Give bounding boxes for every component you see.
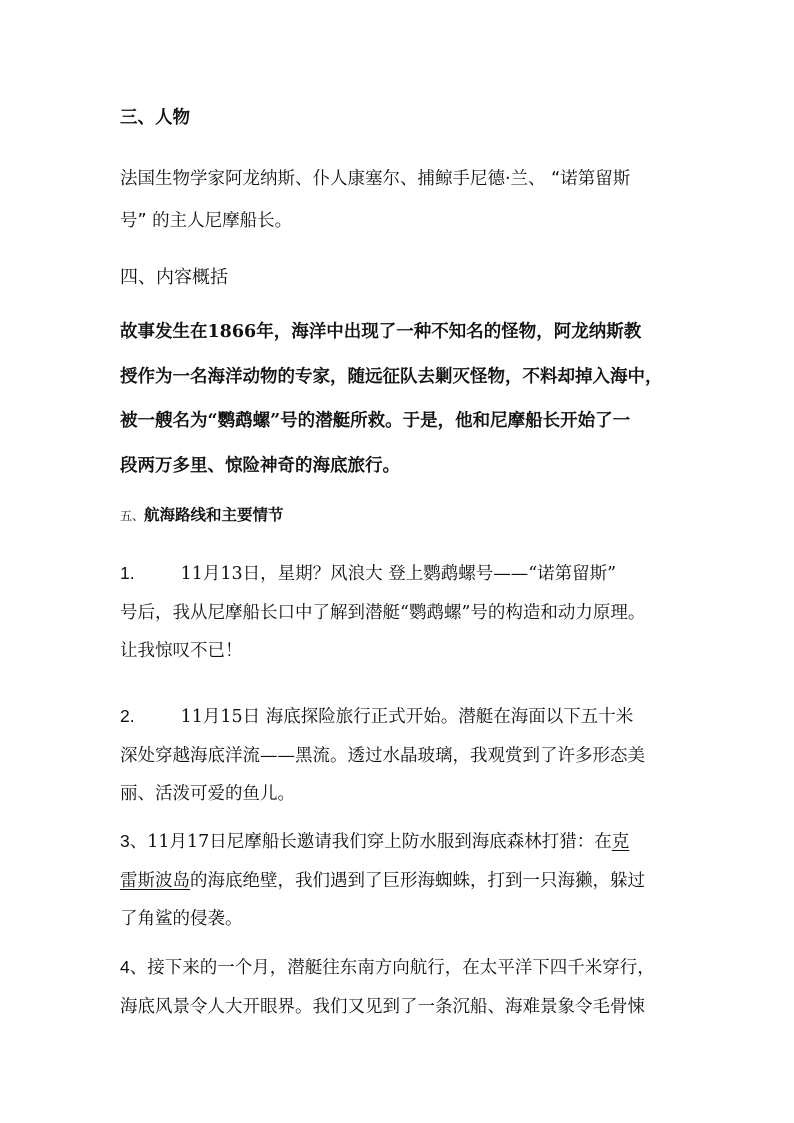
paragraph-line: 的海底绝壁，我们遇到了巨形海蜘蛛，打到一只海獭，躲过	[190, 870, 645, 891]
plot-item-3	[120, 822, 680, 939]
paragraph-line: 法国生物学家阿龙纳斯、仆人康塞尔、捕鲸手尼德·兰、 “诺第留斯	[120, 169, 631, 189]
paragraph-line: 被一艘名为“鹦鹉螺”号的潜艇所救。于是，他和尼摩船长开始了一	[120, 411, 631, 431]
plot-item-4	[120, 948, 680, 1026]
item-number: 1.	[120, 563, 135, 583]
paragraph-line: 让我惊叹不已！	[120, 641, 243, 661]
paragraph-line: 号后，我从尼摩船长口中了解到潜艇“鹦鹉螺”号的构造和动力原理。	[120, 602, 646, 623]
heading-text: 航海路线和主要情节	[144, 505, 284, 524]
place-name-link: 雷斯波岛	[120, 870, 190, 891]
paragraph-line: 丽、活泼可爱的鱼儿。	[120, 784, 295, 804]
heading-number: 五、	[120, 509, 145, 523]
paragraph-line: 了角鲨的侵袭。	[120, 909, 243, 929]
paragraph-line: 11月17日尼摩船长邀请我们穿上防水服到海底森林打猎：在	[147, 832, 612, 852]
plot-item-2	[120, 697, 680, 814]
paragraph-line: 11月13日，星期？风浪大 登上鹦鹉螺号——“诺第留斯”	[180, 564, 617, 584]
paragraph-line: 11月15日 海底探险旅行正式开始。潜艇在海面以下五十米	[180, 707, 634, 727]
section-heading-route	[120, 503, 680, 528]
item-number: 4、	[120, 957, 148, 977]
heading-text: 四、内容概括	[120, 267, 228, 288]
paragraph-line: 段两万多里、惊险神奇的海底旅行。	[120, 455, 400, 476]
paragraph-line: 深处穿越海底洋流——黑流。透过水晶玻璃，我观赏到了许多形态美	[120, 745, 645, 766]
item-number: 3、	[120, 831, 148, 851]
paragraph-line: 授作为一名海洋动物的专家，随远征队去剿灭怪物，不料却掉入海中，	[120, 366, 663, 387]
summary-paragraph	[120, 310, 680, 488]
place-name-link: 克	[611, 832, 630, 852]
section-heading-summary	[120, 264, 680, 292]
item-number: 2.	[120, 706, 135, 726]
paragraph-line: 号” 的主人尼摩船长。	[120, 211, 293, 231]
characters-paragraph	[120, 158, 680, 242]
paragraph-line: 接下来的一个月，潜艇往东南方向航行，在太平洋下四千米穿行，	[147, 958, 655, 978]
plot-item-1	[120, 554, 680, 671]
paragraph-line: 海底风景令人大开眼界。我们又见到了一条沉船、海难景象令毛骨悚	[120, 996, 645, 1017]
heading-text: 三、人物	[120, 108, 190, 128]
section-heading-characters	[120, 106, 680, 130]
paragraph-line: 故事发生在1866年，海洋中出现了一种不知名的怪物，阿龙纳斯教	[120, 322, 642, 342]
